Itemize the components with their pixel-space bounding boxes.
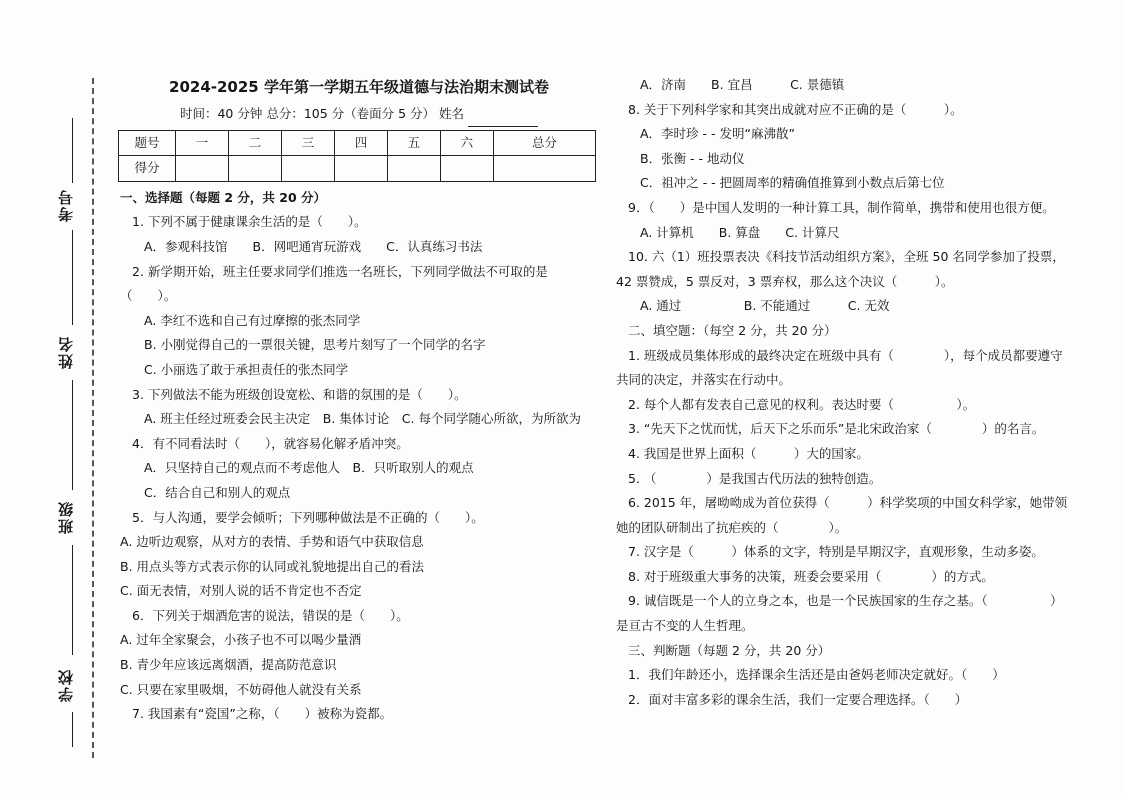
score-cell[interactable] <box>176 156 229 182</box>
exam-info-text: 时间：40 分钟 总分：105 分（卷面分 5 分） 姓名 <box>179 106 465 121</box>
exam-info <box>118 102 600 127</box>
right-questions <box>614 73 1084 712</box>
score-header-cell: 总分 <box>493 130 595 156</box>
question-line: B. 小刚觉得自己的一票很关键，思考片刻写了一个同学的名字 <box>144 337 486 353</box>
question-line: 1. 班级成员集体形成的最终决定在班级中具有（ ），每个成员都要遵守 <box>628 347 1063 363</box>
question-line: （ ）。 <box>120 288 177 304</box>
question-line: 1．我们年龄还小，选择课余生活还是由爸妈老师决定就好。（ ） <box>628 667 1005 683</box>
left-column <box>118 72 600 727</box>
question-line: A．只坚持自己的观点而不考虑他人 B．只听取别人的观点 <box>144 460 474 476</box>
question-line: A．李时珍 - - 发明“麻沸散” <box>640 126 795 142</box>
score-header-cell: 二 <box>228 130 281 156</box>
question-line: 1. 下列不属于健康课余生活的是（ ）。 <box>132 214 367 230</box>
score-row-label: 得分 <box>119 156 176 182</box>
question-line: 3. “先天下之忧而忧，后天下之乐而乐”是北宋政治家（ ）的名言。 <box>628 421 1045 437</box>
name-blank[interactable] <box>72 380 73 490</box>
question-line: 共同的决定，并落实在行动中。 <box>616 372 792 388</box>
question-line: B．张衡 - - 地动仪 <box>640 150 745 166</box>
question-line: A. 班主任经过班委会民主决定 B. 集体讨论 C. 每个同学随心所欲，为所欲为 <box>144 411 581 427</box>
score-header-cell: 四 <box>334 130 387 156</box>
exam-number-blank[interactable] <box>72 118 73 183</box>
question-line: C．结合自己和别人的观点 <box>144 484 291 500</box>
student-name-blank[interactable] <box>468 112 538 127</box>
question-line: 二、填空题：（每空 2 分，共 20 分） <box>628 322 837 338</box>
question-line: 2. 新学期开始，班主任要求同学们推选一名班长，下列同学做法不可取的是 <box>132 263 548 279</box>
question-line: 42 票赞成，5 票反对，3 票弃权，那么这个决议（ ）。 <box>616 273 954 289</box>
score-cell[interactable] <box>334 156 387 182</box>
question-line: 2．面对丰富多彩的课余生活，我们一定要合理选择。（ ） <box>628 691 968 707</box>
score-table <box>118 130 596 182</box>
question-line: 4．有不同看法时（ ），就容易化解矛盾冲突。 <box>132 435 409 451</box>
class-label: 班级 <box>57 500 75 534</box>
score-table-score-row <box>119 156 596 182</box>
question-line: A．济南 B. 宜昌 C. 景德镇 <box>640 77 845 92</box>
question-line: A. 通过 B. 不能通过 C. 无效 <box>640 298 890 314</box>
question-line: 9. 诚信既是一个人的立身之本，也是一个民族国家的生存之基。（ ） <box>628 593 1063 609</box>
question-line: C. 只要在家里吸烟，不妨碍他人就没有关系 <box>120 681 362 697</box>
score-header-cell: 六 <box>440 130 493 156</box>
score-cell[interactable] <box>228 156 281 182</box>
question-line: 3. 下列做法不能为班级创设宽松、和谐的氛围的是（ ）。 <box>132 386 467 402</box>
score-header-cell: 三 <box>281 130 334 156</box>
question-line: 7. 汉字是（ ）体系的文字，特别是早期汉字，直观形象，生动多姿。 <box>628 544 1044 560</box>
left-questions <box>118 186 600 727</box>
question-line: C．祖冲之 - - 把圆周率的精确值推算到小数点后第七位 <box>640 175 945 191</box>
question-line: 9．（ ）是中国人发明的一种计算工具，制作简单，携带和使用也很方便。 <box>628 199 1055 215</box>
exam-title: 2024-2025 学年第一学期五年级道德与法治期末测试卷 <box>169 78 549 96</box>
question-line: 2. 每个人都有发表自己意见的权利。表达时要（ ）。 <box>628 396 976 412</box>
question-line: 8. 关于下列科学家和其突出成就对应不正确的是（ ）。 <box>628 101 963 117</box>
school-label: 学校 <box>57 668 75 702</box>
question-line: 一、选择题（每题 2 分，共 20 分） <box>120 189 327 205</box>
score-header-cell: 五 <box>387 130 440 156</box>
question-line: 5. （ ）是我国古代历法的独特创造。 <box>628 470 882 486</box>
question-line: 她的团队研制出了抗疟疾的（ ）。 <box>616 519 848 535</box>
right-column <box>614 73 1084 712</box>
score-cell[interactable] <box>493 156 595 182</box>
exam-number-blank-lower <box>72 230 73 325</box>
score-cell[interactable] <box>440 156 493 182</box>
question-line: C. 小丽选了敢于承担责任的张杰同学 <box>144 361 349 377</box>
binding-margin <box>0 0 108 793</box>
question-line: 是亘古不变的人生哲理。 <box>616 618 754 634</box>
question-line: 三、判断题（每题 2 分，共 20 分） <box>628 642 831 658</box>
class-blank[interactable] <box>72 545 73 655</box>
score-table-header-row <box>119 130 596 156</box>
binding-dashed-line <box>92 78 94 758</box>
question-line: 8. 对于班级重大事务的决策，班委会要采用（ ）的方式。 <box>628 568 994 584</box>
name-label: 姓名 <box>57 335 75 369</box>
question-line: A．参观科技馆 B．网吧通宵玩游戏 C．认真练习书法 <box>144 238 483 254</box>
school-blank[interactable] <box>72 712 73 747</box>
question-line: B. 用点头等方式表示你的认同或礼貌地提出自己的看法 <box>120 558 425 574</box>
question-line: 10. 六（1）班投票表决《科技节活动组织方案》，全班 50 名同学参加了投票， <box>628 249 1065 265</box>
question-line: 7. 我国素有“瓷国”之称，（ ）被称为瓷都。 <box>132 706 393 722</box>
score-header-cell: 题号 <box>119 130 176 156</box>
question-line: C. 面无表情，对别人说的话不肯定也不否定 <box>120 583 362 599</box>
question-line: A. 李红不选和自己有过摩擦的张杰同学 <box>144 312 361 328</box>
question-line: A. 计算机 B. 算盘 C. 计算尺 <box>640 224 840 240</box>
question-line: B. 青少年应该远离烟酒，提高防范意识 <box>120 657 337 673</box>
question-line: 6．下列关于烟酒危害的说法，错误的是（ ）。 <box>132 607 409 623</box>
question-line: A. 过年全家聚会，小孩子也不可以喝少量酒 <box>120 632 362 648</box>
question-line: 6. 2015 年，屠呦呦成为首位获得（ ）科学奖项的中国女科学家，她带领 <box>628 495 1068 511</box>
score-cell[interactable] <box>281 156 334 182</box>
question-line: 5．与人沟通，要学会倾听；下列哪种做法是不正确的（ ）。 <box>132 509 484 525</box>
question-line: 4. 我国是世界上面积（ ）大的国家。 <box>628 445 869 461</box>
question-line: A. 边听边观察，从对方的表情、手势和语气中获取信息 <box>120 534 424 550</box>
exam-number-label: 考号 <box>57 188 75 222</box>
score-header-cell: 一 <box>176 130 229 156</box>
score-cell[interactable] <box>387 156 440 182</box>
